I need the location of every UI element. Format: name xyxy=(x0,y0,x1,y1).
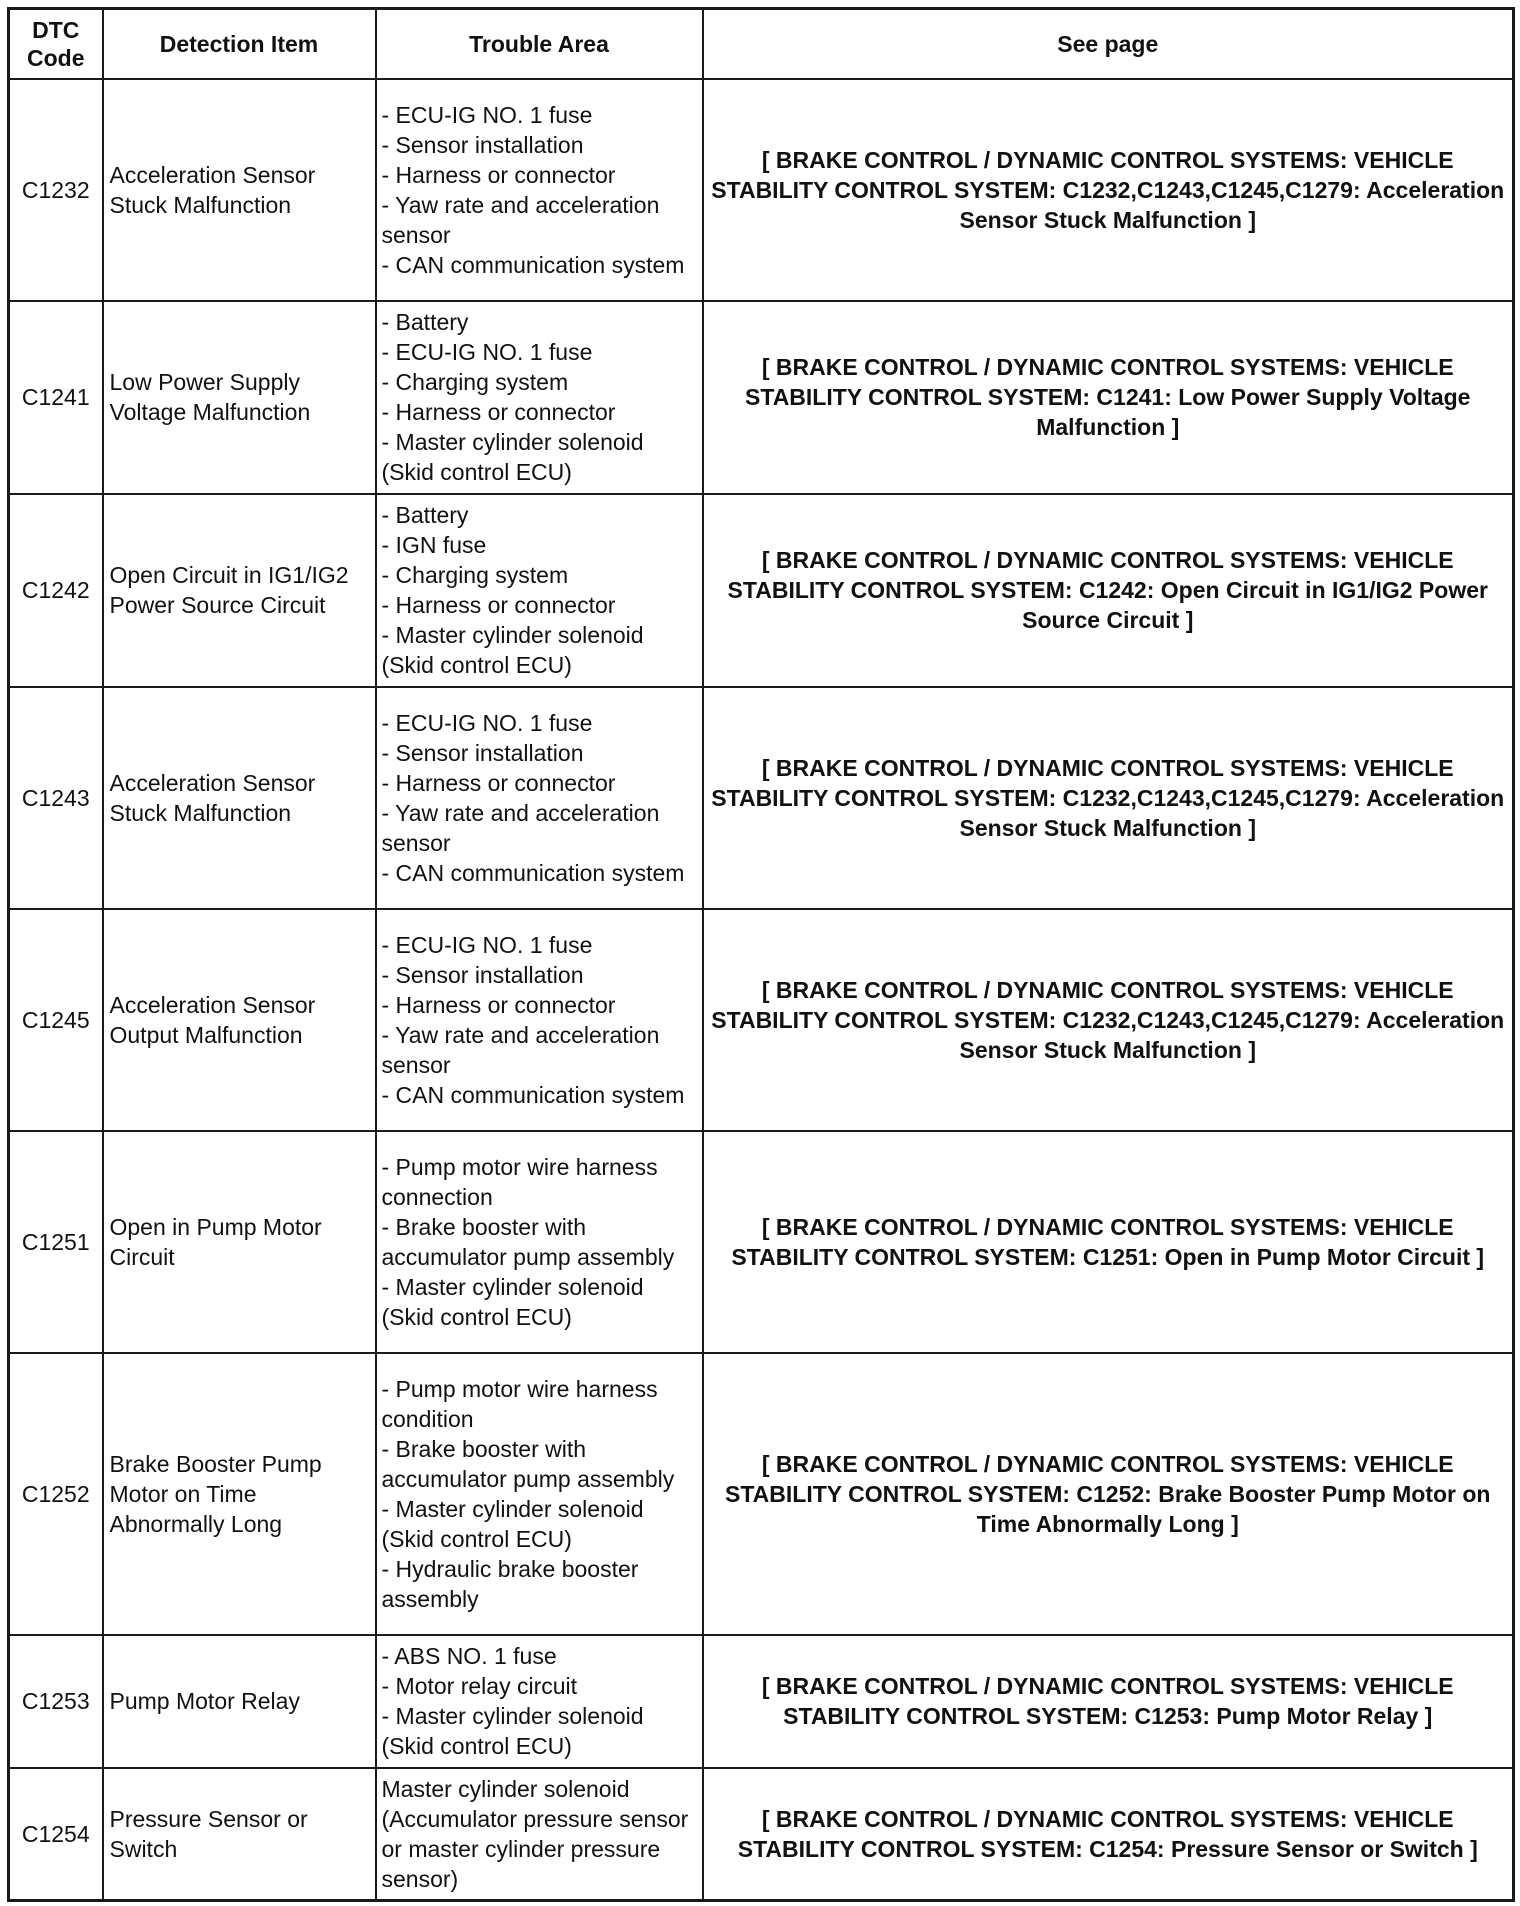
trouble-area-cell xyxy=(376,687,703,909)
trouble-area-item: - Sensor installation xyxy=(381,739,584,766)
trouble-area-cell xyxy=(376,79,703,301)
trouble-area-item: - IGN fuse xyxy=(381,532,487,558)
header-detection-item: Detection Item xyxy=(103,9,376,79)
trouble-area-item: - Harness or connector xyxy=(381,399,616,425)
dtc-code-cell: C1252 xyxy=(9,1353,103,1635)
trouble-area-item: - Yaw rate and acceleration sensor xyxy=(381,799,660,856)
dtc-document xyxy=(7,7,1512,1900)
trouble-area-cell xyxy=(376,301,703,494)
header-see-page: See page xyxy=(703,9,1514,79)
header-dtc-code: DTC Code xyxy=(9,9,103,79)
trouble-area-item: Master cylinder solenoid (Accumulator pressure sensor or master cylinder pressure sensor) xyxy=(381,1775,689,1892)
table-row xyxy=(9,687,1514,909)
table-row xyxy=(9,909,1514,1131)
trouble-area-item: - Harness or connector xyxy=(381,592,616,618)
dtc-code-cell: C1232 xyxy=(9,79,103,301)
see-page-link[interactable]: [ BRAKE CONTROL / DYNAMIC CONTROL SYSTEMS: VEHICLE STABILITY CONTROL SYSTEM: C1252: Brake Booster Pump Motor on Time Abnormally Long ] xyxy=(703,1353,1514,1635)
detection-item-cell: Low Power Supply Voltage Malfunction xyxy=(103,301,376,494)
detection-item-cell: Brake Booster Pump Motor on Time Abnormally Long xyxy=(103,1353,376,1635)
trouble-area-item: - Battery xyxy=(381,502,469,528)
detection-item-cell: Acceleration Sensor Stuck Malfunction xyxy=(103,687,376,909)
table-row xyxy=(9,79,1514,301)
trouble-area-item: - Motor relay circuit xyxy=(381,1673,578,1699)
see-page-link[interactable]: [ BRAKE CONTROL / DYNAMIC CONTROL SYSTEMS: VEHICLE STABILITY CONTROL SYSTEM: C1232,C1243,C1245,C1279: Acceleration Sensor Stuck Malfunction ] xyxy=(703,687,1514,909)
trouble-area-item: - Harness or connector xyxy=(381,161,616,188)
trouble-area-item: - Master cylinder solenoid (Skid control ECU) xyxy=(381,1495,644,1552)
trouble-area-item: - Master cylinder solenoid (Skid control ECU) xyxy=(381,1703,644,1759)
trouble-area-item: - Sensor installation xyxy=(381,131,584,158)
trouble-area-cell xyxy=(376,494,703,687)
trouble-area-cell xyxy=(376,1131,703,1353)
trouble-area-item: - Master cylinder solenoid (Skid control ECU) xyxy=(381,622,644,678)
trouble-area-item: - ECU-IG NO. 1 fuse xyxy=(381,709,593,736)
detection-item-cell: Pressure Sensor or Switch xyxy=(103,1768,376,1901)
trouble-area-item: - Sensor installation xyxy=(381,961,584,988)
trouble-area-cell xyxy=(376,1353,703,1635)
trouble-area-item: - Hydraulic brake booster assembly xyxy=(381,1555,639,1612)
trouble-area-item: - ECU-IG NO. 1 fuse xyxy=(381,101,593,128)
trouble-area-item: - CAN communication system xyxy=(381,1081,685,1108)
header-row xyxy=(9,9,1514,79)
trouble-area-item: - Master cylinder solenoid (Skid control ECU) xyxy=(381,429,644,485)
detection-item-cell: Open Circuit in IG1/IG2 Power Source Circuit xyxy=(103,494,376,687)
see-page-link[interactable]: [ BRAKE CONTROL / DYNAMIC CONTROL SYSTEMS: VEHICLE STABILITY CONTROL SYSTEM: C1253: Pump Motor Relay ] xyxy=(703,1635,1514,1768)
trouble-area-item: - Charging system xyxy=(381,369,569,395)
table-row xyxy=(9,1635,1514,1768)
trouble-area-item: - Yaw rate and acceleration sensor xyxy=(381,1021,660,1078)
dtc-code-cell: C1254 xyxy=(9,1768,103,1901)
table-row xyxy=(9,494,1514,687)
table-body xyxy=(9,79,1514,1901)
detection-item-cell: Acceleration Sensor Stuck Malfunction xyxy=(103,79,376,301)
trouble-area-item: - Pump motor wire harness condition xyxy=(381,1375,658,1432)
dtc-table xyxy=(7,7,1515,1902)
table-row xyxy=(9,1353,1514,1635)
trouble-area-item: - Pump motor wire harness connection xyxy=(381,1153,658,1210)
trouble-area-item: - Brake booster with accumulator pump assembly xyxy=(381,1213,675,1270)
detection-item-cell: Open in Pump Motor Circuit xyxy=(103,1131,376,1353)
trouble-area-item: - ECU-IG NO. 1 fuse xyxy=(381,931,593,958)
see-page-link[interactable]: [ BRAKE CONTROL / DYNAMIC CONTROL SYSTEMS: VEHICLE STABILITY CONTROL SYSTEM: C1232,C1243,C1245,C1279: Acceleration Sensor Stuck Malfunction ] xyxy=(703,79,1514,301)
dtc-code-cell: C1243 xyxy=(9,687,103,909)
trouble-area-item: - Battery xyxy=(381,309,469,335)
dtc-code-cell: C1253 xyxy=(9,1635,103,1768)
trouble-area-item: - Charging system xyxy=(381,562,569,588)
see-page-link[interactable]: [ BRAKE CONTROL / DYNAMIC CONTROL SYSTEMS: VEHICLE STABILITY CONTROL SYSTEM: C1254: Pressure Sensor or Switch ] xyxy=(703,1768,1514,1901)
trouble-area-item: - Master cylinder solenoid (Skid control ECU) xyxy=(381,1273,644,1330)
header-trouble-area: Trouble Area xyxy=(376,9,703,79)
dtc-code-cell: C1251 xyxy=(9,1131,103,1353)
trouble-area-item: - Yaw rate and acceleration sensor xyxy=(381,191,660,248)
table-row xyxy=(9,1768,1514,1901)
trouble-area-cell xyxy=(376,909,703,1131)
dtc-code-cell: C1242 xyxy=(9,494,103,687)
detection-item-cell: Pump Motor Relay xyxy=(103,1635,376,1768)
trouble-area-item: - Brake booster with accumulator pump assembly xyxy=(381,1435,675,1492)
dtc-code-cell: C1245 xyxy=(9,909,103,1131)
see-page-link[interactable]: [ BRAKE CONTROL / DYNAMIC CONTROL SYSTEMS: VEHICLE STABILITY CONTROL SYSTEM: C1241: Low Power Supply Voltage Malfunction ] xyxy=(703,301,1514,494)
trouble-area-item: - ABS NO. 1 fuse xyxy=(381,1643,557,1669)
table-row xyxy=(9,301,1514,494)
trouble-area-item: - Harness or connector xyxy=(381,769,616,796)
trouble-area-cell xyxy=(376,1768,703,1901)
table-row xyxy=(9,1131,1514,1353)
see-page-link[interactable]: [ BRAKE CONTROL / DYNAMIC CONTROL SYSTEMS: VEHICLE STABILITY CONTROL SYSTEM: C1232,C1243,C1245,C1279: Acceleration Sensor Stuck Malfunction ] xyxy=(703,909,1514,1131)
trouble-area-cell xyxy=(376,1635,703,1768)
see-page-link[interactable]: [ BRAKE CONTROL / DYNAMIC CONTROL SYSTEMS: VEHICLE STABILITY CONTROL SYSTEM: C1242: Open Circuit in IG1/IG2 Power Source Circuit ] xyxy=(703,494,1514,687)
trouble-area-item: - CAN communication system xyxy=(381,251,685,278)
see-page-link[interactable]: [ BRAKE CONTROL / DYNAMIC CONTROL SYSTEMS: VEHICLE STABILITY CONTROL SYSTEM: C1251: Open in Pump Motor Circuit ] xyxy=(703,1131,1514,1353)
detection-item-cell: Acceleration Sensor Output Malfunction xyxy=(103,909,376,1131)
trouble-area-item: - ECU-IG NO. 1 fuse xyxy=(381,339,593,365)
trouble-area-item: - CAN communication system xyxy=(381,859,685,886)
trouble-area-item: - Harness or connector xyxy=(381,991,616,1018)
dtc-code-cell: C1241 xyxy=(9,301,103,494)
